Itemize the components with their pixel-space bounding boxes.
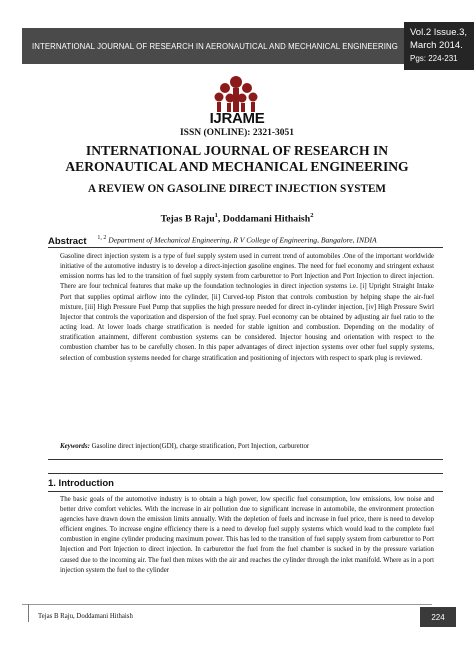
journal-title-line-2: AERONAUTICAL AND MECHANICAL ENGINEERING <box>65 159 409 174</box>
journal-title <box>30 143 444 175</box>
issue-date: March 2014. <box>410 40 463 51</box>
author-separator: , <box>217 213 223 225</box>
introduction-heading-rule <box>48 491 443 492</box>
keywords-bottom-rule <box>48 459 443 460</box>
introduction-body: The basic goals of the automotive industry is to obtain a high power, low specific fuel consumption, low emissions, low noise and better drive comfort vehicles. With the increase in air pollution due to significant increase in automobile, the environment protection agencies have drawn down the emission limits annually. With the depletion of fuels and increase in fuel price, there is need to develop efficient engines. To increase engine efficiency there is a need to develop fuel supply systems which would lead to the complete fuel combustion in engine cylinder producing maximum power. This has led to the transition of fuel supply system from carburettor to Port Injection and Port Injection to direct injection. In carburettor the fuel from the fuel chamber is sucked in by the pressure variation caused due to the incoming air. The fuel then mixes with the air and reaches the cylinder through the inlet manifold. Where as in a port injection system the fuel to the cylinder <box>60 496 434 574</box>
author-2-marker: 2 <box>310 212 314 219</box>
introduction-top-rule <box>48 473 443 474</box>
affiliation-marker: 1, 2 <box>97 235 107 241</box>
authors <box>0 212 474 224</box>
footer-page-number: 224 <box>420 607 456 627</box>
volume-issue: Vol.2 Issue.3, <box>410 27 468 38</box>
journal-header-band <box>22 28 404 64</box>
issn: ISSN (ONLINE): 2321-3051 <box>179 128 294 138</box>
author-1-marker: 1 <box>214 212 218 219</box>
abstract-body: Gasoline direct injection system is a type of fuel supply system used in current trend of automobiles .One of the important worldwide initiative of the automotive industry is to develop a direct-injection gasoline engines. The need for fuel economy and stringent exhaust emission norms has led to the transition of fuel supply system from carburettor to Port Injection and Port Injection to direct injection. There are four technical features that make up the foundation technologies in direct injection systems i.e. [i] Upright Straight Intake Port that supplies optimal airflow into the cylinder, [ii] Curved-top Piston that controls combustion by helping shape the air-fuel mixture, [iii] High Pressure Fuel Pump that supplies the high pressure needed for direct in-cylinder injection, [iv] High Pressure Swirl Injector that controls the vaporization and dispersion of the fuel spray. Fuel economy can be obtained by adjusting air fuel ratio to the acting load. At lower loads charge stratification is needed for stable ignition and combustion. Depending on the modality of stratification attainment, different combustion systems can be considered. Injector housing and orientation with respect to the combustion chamber has to be carefully chosen. In this paper advantages of direct injection systems over other fuel supply systems, selection of combustion systems needed for charge stratification and positioning of injectors with respect to spark plug is reviewed. <box>60 253 434 362</box>
abstract-top-rule <box>48 247 443 248</box>
logo-wordmark: IJRAME <box>209 110 265 127</box>
affiliation-text: Department of Mechanical Engineering, R V College of Engineering, Bangalore, INDIA <box>106 235 377 245</box>
ijrame-logo-icon <box>210 74 262 114</box>
page-range: Pgs: 224-231 <box>410 54 458 63</box>
author-1: Tejas B Raju <box>160 213 215 225</box>
journal-title-line-1: INTERNATIONAL JOURNAL OF RESEARCH IN <box>85 143 389 158</box>
footer-authors: Tejas B Raju, Doddamani Hithaish <box>38 613 133 620</box>
keywords-text: Gasoline direct injection(GDI), charge stratification, Port Injection, carburettor <box>89 443 310 450</box>
keywords <box>60 442 434 452</box>
introduction-heading: 1. Introduction <box>48 478 114 489</box>
footer-divider <box>22 604 432 605</box>
paper-title: A REVIEW ON GASOLINE DIRECT INJECTION SYSTEM <box>88 183 386 195</box>
keywords-label: Keywords: <box>60 443 90 450</box>
journal-header-text: INTERNATIONAL JOURNAL OF RESEARCH IN AERONAUTICAL AND MECHANICAL ENGINEERING <box>32 41 398 51</box>
footer-vertical-rule <box>28 604 29 622</box>
author-2: Doddamani Hithaish <box>222 213 311 225</box>
issue-info-box <box>404 22 474 70</box>
abstract-heading-label: Abstract <box>48 236 87 247</box>
